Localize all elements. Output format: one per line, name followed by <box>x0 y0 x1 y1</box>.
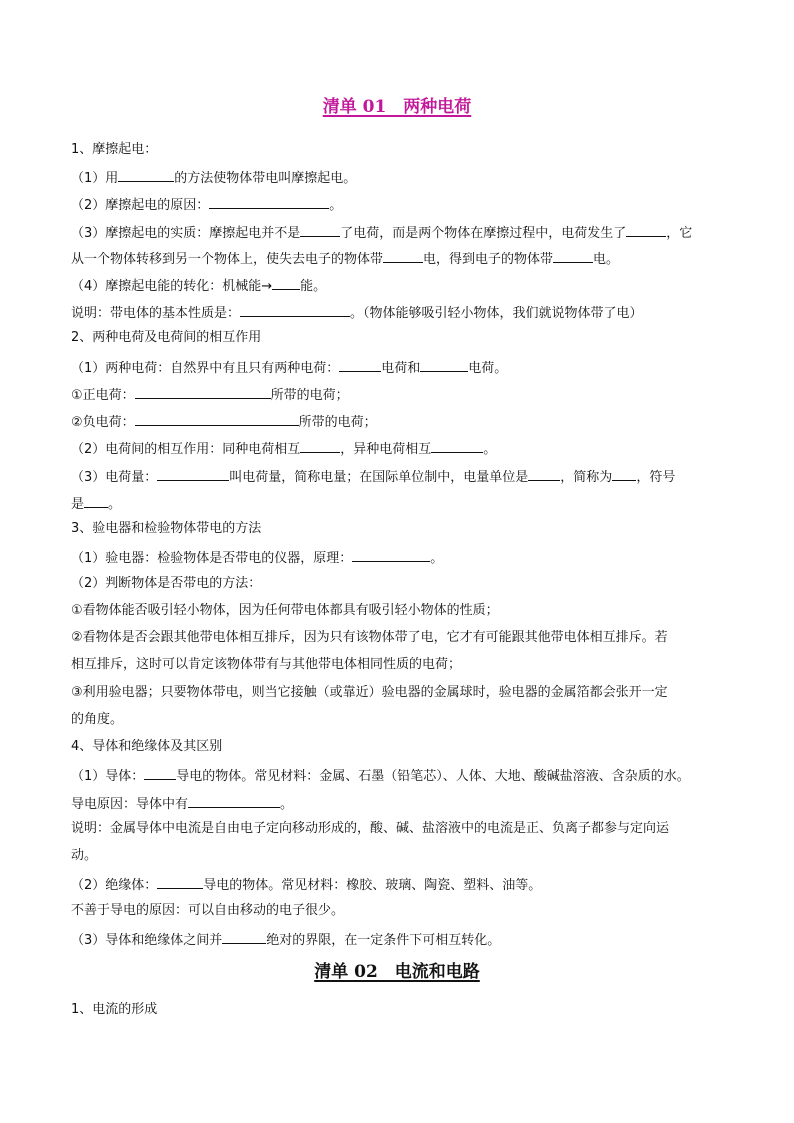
text-line: 说明：金属导体中电流是自由电子定向移动形成的，酸、碱、盐溶液中的电流是正、负离子都参与定向运 <box>71 821 670 836</box>
text-line: （1）两种电荷：自然界中有且只有两种电荷： 电荷和 电荷。 <box>71 357 731 378</box>
text-line: 4、导体和绝缘体及其区别 <box>71 739 223 754</box>
answer-blank[interactable] <box>612 466 636 481</box>
answer-blank[interactable] <box>300 438 340 453</box>
text-line: ①看物体能否吸引轻小物体，因为任何带电体都具有吸引轻小物体的性质； <box>71 603 499 618</box>
answer-blank[interactable] <box>339 357 381 372</box>
text-line: 1、摩擦起电： <box>71 142 158 157</box>
text-line: （3）电荷量： 叫电荷量，简称电量；在国际单位制中，电量单位是 ，简称为 ，符号 <box>71 466 731 487</box>
answer-blank[interactable] <box>240 302 350 317</box>
text-line: 1、电流的形成 <box>71 1002 158 1017</box>
answer-blank[interactable] <box>84 493 108 508</box>
text-line: 的角度。 <box>71 712 124 727</box>
answer-blank[interactable] <box>222 929 266 944</box>
answer-blank[interactable] <box>553 248 593 263</box>
text-line: 导电原因：导体中有 。 <box>71 793 731 814</box>
answer-blank[interactable] <box>431 438 483 453</box>
answer-blank[interactable] <box>144 765 176 780</box>
text-line: （2）判断物体是否带电的方法： <box>71 576 262 591</box>
text-line: 相互排斥，这时可以肯定该物体带有与其他带电体相同性质的电荷； <box>71 657 462 672</box>
answer-blank[interactable] <box>135 384 271 399</box>
text-line: （2）摩擦起电的原因： 。 <box>71 194 731 215</box>
text-line: 3、验电器和检验物体带电的方法 <box>71 521 262 536</box>
answer-blank[interactable] <box>272 275 300 290</box>
text-line: （3）摩擦起电的实质：摩擦起电并不是 了电荷，而是两个物体在摩擦过程中，电荷发生了 ，它 <box>71 222 731 243</box>
text-line: ②看物体是否会跟其他带电体相互排斥，因为只有该物体带了电，它才有可能跟其他带电体相互排斥。若 <box>71 630 668 645</box>
text-line: 是 。 <box>71 493 731 514</box>
text-line: （1）导体： 导电的物体。常见材料：金属、石墨（铅笔芯）、人体、大地、酸碱盐溶液、含杂质的水。 <box>71 765 731 786</box>
answer-blank[interactable] <box>420 357 468 372</box>
text-line: （2）绝缘体： 导电的物体。常见材料：橡胶、玻璃、陶瓷、塑料、油等。 <box>71 874 731 895</box>
text-line: （1）用 的方法使物体带电叫摩擦起电。 <box>71 167 731 188</box>
text-line: 2、两种电荷及电荷间的相互作用 <box>71 330 262 345</box>
section-title-2: 清单 02 电流和电路 <box>314 962 480 982</box>
answer-blank[interactable] <box>157 874 203 889</box>
text-line: 动。 <box>71 848 98 863</box>
text-line: （1）验电器：检验物体是否带电的仪器，原理： 。 <box>71 547 731 568</box>
answer-blank[interactable] <box>135 411 299 426</box>
answer-blank[interactable] <box>352 547 430 562</box>
answer-blank[interactable] <box>188 793 280 808</box>
answer-blank[interactable] <box>528 466 560 481</box>
answer-blank[interactable] <box>209 194 329 209</box>
answer-blank[interactable] <box>157 466 229 481</box>
text-line: ①正电荷： 所带的电荷； <box>71 384 731 405</box>
section-title-1: 清单 01 两种电荷 <box>322 97 472 117</box>
text-line: （3）导体和绝缘体之间并 绝对的界限，在一定条件下可相互转化。 <box>71 929 731 950</box>
answer-blank[interactable] <box>300 222 340 237</box>
text-line: 从一个物体转移到另一个物体上，使失去电子的物体带 电，得到电子的物体带 电。 <box>71 248 731 269</box>
text-line: 不善于导电的原因：可以自由移动的电子很少。 <box>71 903 345 918</box>
answer-blank[interactable] <box>383 248 423 263</box>
text-line: （2）电荷间的相互作用：同种电荷相互 ，异种电荷相互 。 <box>71 438 731 459</box>
text-line: （4）摩擦起电能的转化：机械能→ 能。 <box>71 275 731 296</box>
answer-blank[interactable] <box>626 222 666 237</box>
text-line: ③利用验电器；只要物体带电，则当它接触（或靠近）验电器的金属球时，验电器的金属箔都会张开一定 <box>71 685 668 700</box>
text-line: ②负电荷： 所带的电荷； <box>71 411 731 432</box>
answer-blank[interactable] <box>118 167 174 182</box>
text-line: 说明：带电体的基本性质是： 。（物体能够吸引轻小物体，我们就说物体带了电） <box>71 302 731 323</box>
